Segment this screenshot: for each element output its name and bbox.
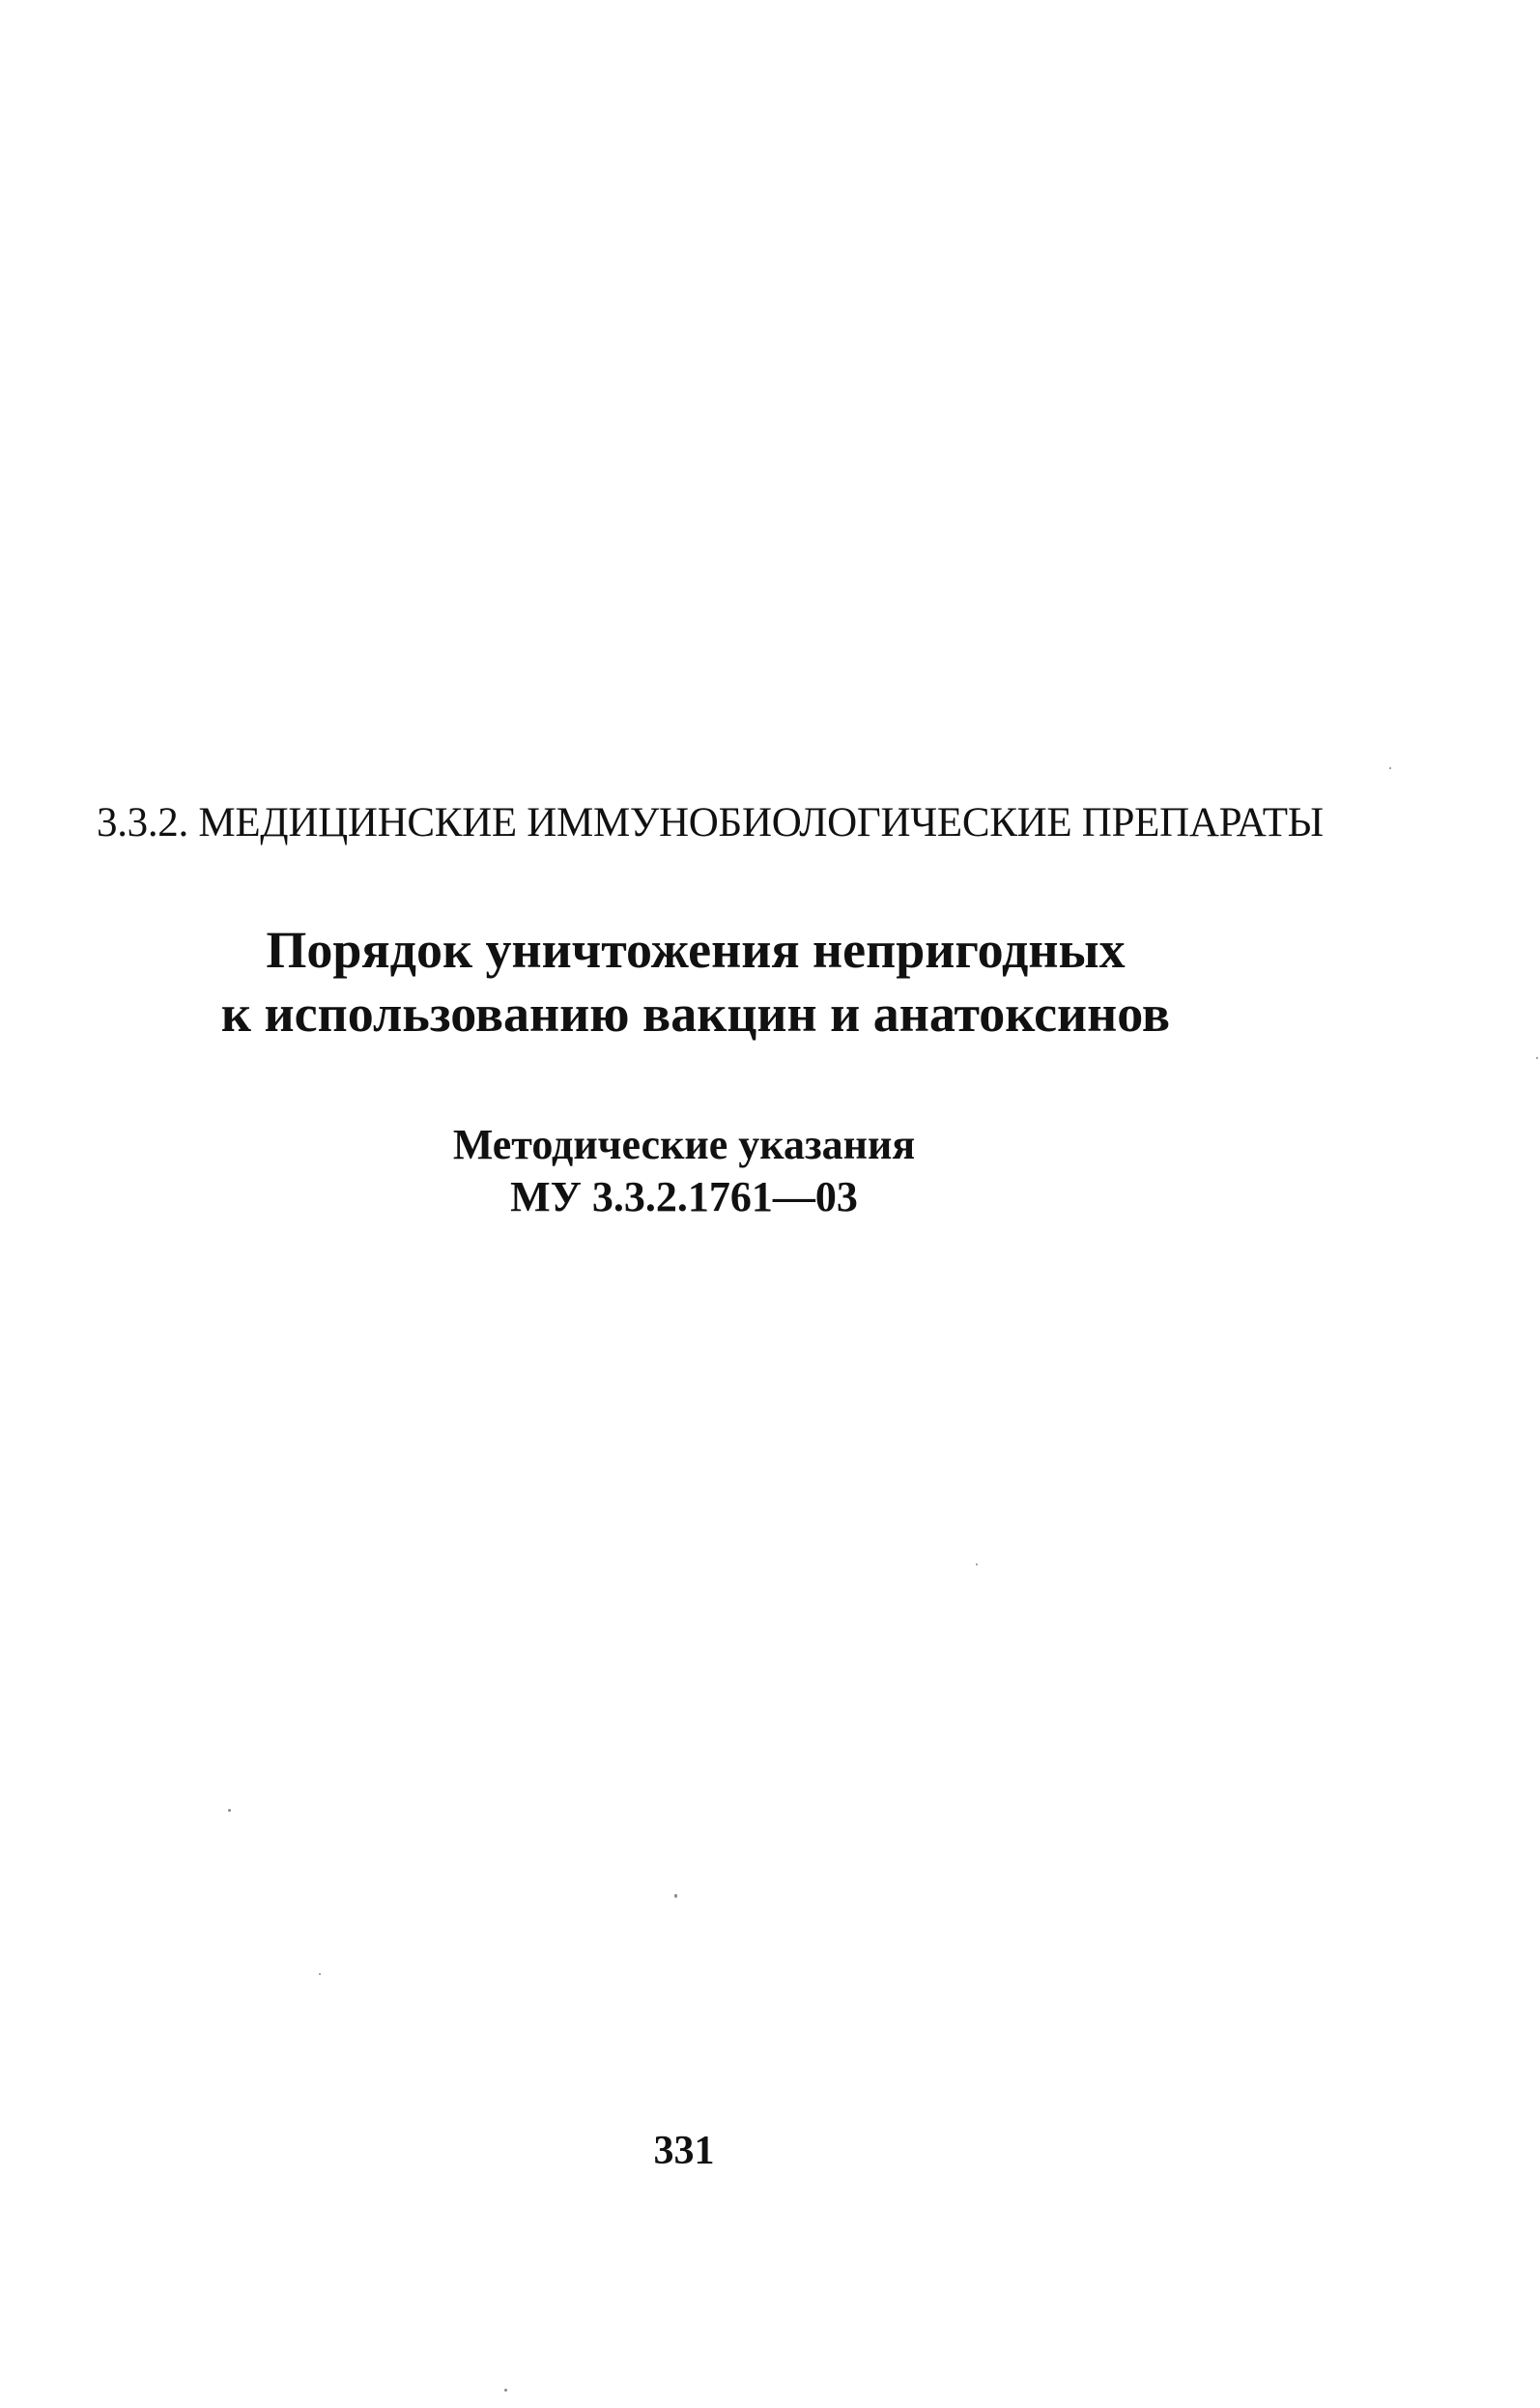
scan-speck (504, 2389, 507, 2392)
document-title-line-2: к использованию вакцин и анатоксинов (220, 985, 1171, 1043)
document-code: МУ 3.3.2.1761—03 (510, 1173, 858, 1220)
document-title-line-1: Порядок уничтожения непригодных (266, 921, 1126, 979)
document-title (0, 918, 1391, 1046)
section-heading: 3.3.2. МЕДИЦИНСКИЕ ИММУНОБИОЛОГИЧЕСКИЕ ПРЕПАРАТЫ (97, 800, 1324, 846)
scan-speck (228, 1809, 231, 1812)
page-number: 331 (653, 2129, 715, 2173)
scan-speck (1536, 1057, 1538, 1059)
document-subtitle (0, 1119, 1368, 1223)
scan-speck (319, 1973, 321, 1975)
scan-speck (674, 1894, 677, 1898)
document-type: Методические указания (452, 1121, 916, 1168)
scan-speck (976, 1563, 978, 1565)
scan-speck (1389, 767, 1391, 769)
